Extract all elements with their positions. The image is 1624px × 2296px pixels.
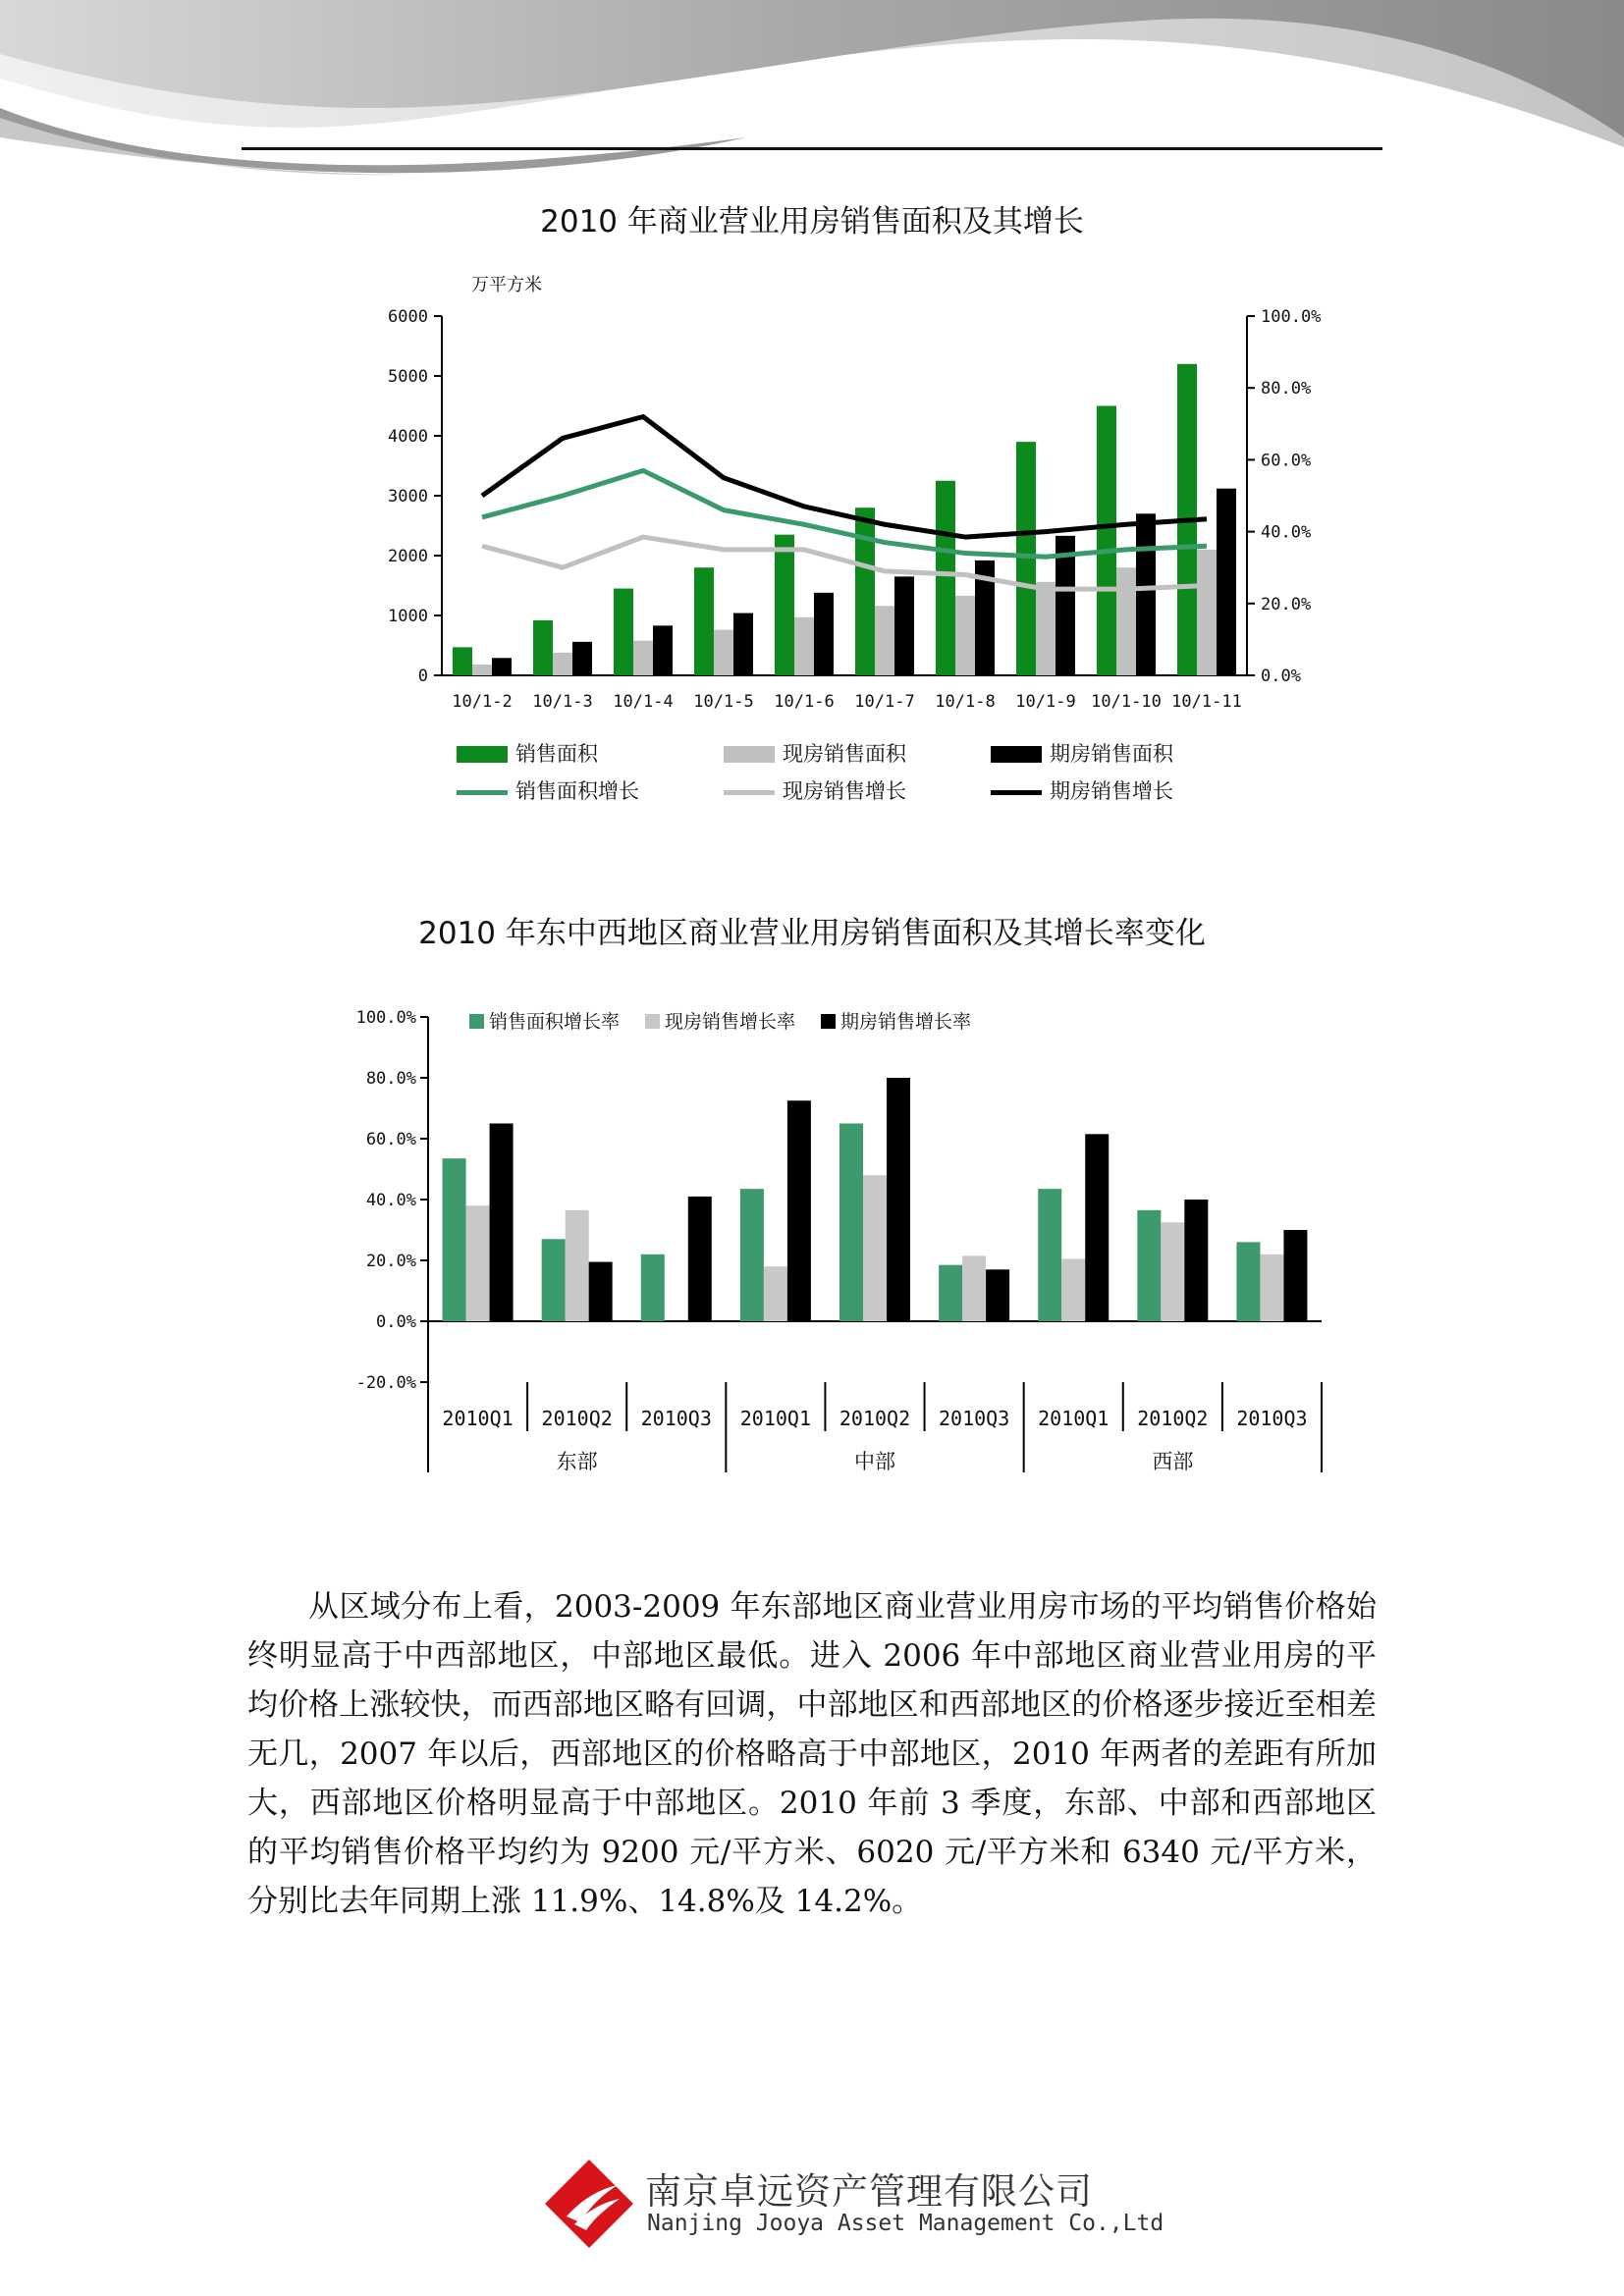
footer-brand [545, 2160, 1164, 2248]
chart1-legend-label: 现房销售增长 [783, 779, 906, 803]
chart1-bar-1 [453, 647, 472, 675]
chart1-bar-2 [1197, 550, 1217, 675]
chart1-bar-1 [855, 507, 875, 675]
chart2-regional-growth [324, 991, 1345, 1492]
chart2-group-label: 中部 [854, 1450, 895, 1473]
chart1-bar-3 [1136, 513, 1156, 675]
chart2-bar-1 [542, 1239, 566, 1321]
chart1-x-tick-label: 10/1-7 [854, 692, 915, 712]
chart2-bar-2 [566, 1210, 589, 1321]
chart1-x-tick-label: 10/1-4 [613, 692, 674, 712]
chart2-legend-swatch [821, 1014, 836, 1029]
chart1-y2-tick-label: 60.0% [1261, 451, 1312, 471]
chart1-x-tick-label: 10/1-10 [1091, 692, 1162, 712]
chart1-bar-3 [814, 593, 834, 675]
chart2-y-tick-label: 20.0% [365, 1252, 416, 1271]
chart1-bar-1 [533, 620, 553, 675]
chart1-bar-1 [694, 567, 714, 675]
chart1-x-tick-label: 10/1-3 [532, 692, 593, 712]
chart1-bar-2 [794, 617, 814, 675]
chart2-bar-3 [688, 1197, 712, 1321]
chart1-bar-3 [1217, 489, 1236, 675]
chart1-bar-2 [955, 596, 975, 675]
chart2-x-tick-label: 2010Q2 [541, 1407, 613, 1430]
chart1-y-tick-label: 3000 [388, 487, 428, 507]
chart1-legend-swatch [991, 790, 1042, 795]
chart2-bar-2 [1260, 1255, 1283, 1321]
chart2-bar-1 [1236, 1242, 1260, 1321]
chart2-bar-1 [1038, 1189, 1061, 1321]
chart2-bar-1 [839, 1124, 863, 1322]
chart1-legend-swatch [457, 790, 508, 795]
chart1-bar-2 [1036, 582, 1056, 675]
chart1-legend-label: 销售面积增长 [515, 779, 639, 803]
chart2-legend-swatch [645, 1014, 660, 1029]
chart1-sales-area [363, 265, 1326, 815]
chart2-y-tick-label: 80.0% [365, 1069, 416, 1089]
company-name-en: Nanjing Jooya Asset Management Co.,Ltd [647, 2211, 1164, 2236]
body-paragraph [247, 1582, 1377, 1926]
chart2-bar-1 [1137, 1210, 1161, 1321]
chart2-y-tick-label: 100.0% [355, 1008, 416, 1028]
chart1-legend-swatch [724, 790, 775, 795]
chart2-legend-label: 销售面积增长率 [489, 1011, 621, 1033]
chart2-legend-swatch [469, 1014, 484, 1029]
chart2-legend-label: 现房销售增长率 [665, 1011, 796, 1033]
chart2-x-tick-label: 2010Q3 [640, 1407, 712, 1430]
chart1-bar-3 [492, 658, 512, 675]
header-wave-banner [0, 0, 1624, 216]
chart1-x-tick-label: 10/1-2 [452, 692, 513, 712]
chart2-bar-3 [986, 1269, 1009, 1321]
chart1-bar-2 [1116, 567, 1136, 675]
chart1-x-tick-label: 10/1-5 [693, 692, 754, 712]
chart1-x-tick-label: 10/1-9 [1015, 692, 1076, 712]
chart2-bar-2 [1061, 1258, 1085, 1321]
chart1-legend-label: 现房销售面积 [783, 742, 906, 766]
chart1-bar-1 [936, 481, 955, 675]
chart1-y-label: 万平方米 [471, 275, 542, 295]
chart2-y-tick-label: -20.0% [355, 1373, 416, 1393]
chart1-x-tick-label: 10/1-11 [1171, 692, 1242, 712]
chart2-x-tick-label: 2010Q3 [938, 1407, 1010, 1430]
chart2-x-tick-label: 2010Q3 [1236, 1407, 1308, 1430]
chart1-x-tick-label: 10/1-6 [774, 692, 835, 712]
chart1-y-tick-label: 6000 [388, 307, 428, 327]
chart1-bar-1 [614, 589, 633, 675]
chart1-y-tick-label: 4000 [388, 427, 428, 447]
chart1-y2-tick-label: 20.0% [1261, 594, 1312, 614]
chart2-bar-2 [962, 1255, 986, 1321]
chart1-bar-2 [714, 630, 733, 675]
chart1-legend-swatch [457, 746, 508, 763]
chart1-y2-tick-label: 40.0% [1261, 522, 1312, 543]
company-name-cn: 南京卓远资产管理有限公司 [645, 2170, 1093, 2213]
chart1-legend-swatch [991, 746, 1042, 763]
chart2-x-tick-label: 2010Q2 [1137, 1407, 1209, 1430]
chart1-bar-3 [572, 642, 592, 675]
chart2-y-tick-label: 40.0% [365, 1191, 416, 1210]
chart2-bar-3 [589, 1262, 613, 1321]
chart1-y2-tick-label: 0.0% [1261, 667, 1301, 686]
chart2-group-label: 东部 [556, 1450, 598, 1473]
chart1-bar-3 [653, 625, 673, 675]
chart2-bar-3 [1283, 1230, 1307, 1321]
chart2-x-tick-label: 2010Q1 [739, 1407, 812, 1430]
chart2-bar-1 [443, 1158, 466, 1321]
chart2-bar-2 [863, 1175, 887, 1321]
chart1-bar-3 [733, 614, 753, 675]
chart1-y2-tick-label: 100.0% [1261, 307, 1322, 327]
chart2-title: 2010 年东中西地区商业营业用房销售面积及其增长率变化 [418, 916, 1206, 951]
chart2-bar-1 [939, 1265, 962, 1321]
chart2-bar-3 [1085, 1134, 1109, 1321]
chart1-legend-swatch [724, 746, 775, 763]
chart1-bar-2 [875, 606, 894, 675]
chart1-bar-2 [553, 653, 572, 675]
chart1-bar-2 [633, 641, 653, 675]
chart1-title: 2010 年商业营业用房销售面积及其增长 [540, 204, 1084, 240]
chart1-y-tick-label: 0 [417, 667, 428, 686]
chart2-bar-2 [466, 1205, 490, 1321]
chart2-x-tick-label: 2010Q2 [839, 1407, 911, 1430]
header-rule [242, 147, 1382, 150]
chart2-bar-3 [787, 1100, 811, 1321]
chart2-y-tick-label: 60.0% [365, 1130, 416, 1149]
chart2-bar-2 [1161, 1222, 1184, 1321]
chart1-legend-label: 销售面积 [515, 742, 598, 766]
chart1-bar-1 [775, 535, 794, 675]
chart2-group-label: 西部 [1152, 1450, 1194, 1473]
chart2-bar-1 [740, 1189, 764, 1321]
chart2-bar-1 [641, 1255, 665, 1321]
chart2-legend-label: 期房销售增长率 [840, 1011, 972, 1033]
chart2-x-tick-label: 2010Q1 [1038, 1407, 1110, 1430]
chart1-legend-label: 期房销售面积 [1050, 742, 1173, 766]
chart2-x-tick-label: 2010Q1 [442, 1407, 514, 1430]
chart2-y-tick-label: 0.0% [376, 1312, 416, 1332]
chart2-bar-2 [764, 1266, 787, 1321]
chart1-bar-3 [894, 576, 914, 675]
chart1-y-tick-label: 5000 [388, 367, 428, 387]
company-logo-icon [545, 2160, 633, 2248]
paragraph-text: 从区域分布上看，2003-2009 年东部地区商业营业用房市场的平均销售价格始终明显高于中西部地区，中部地区最低。进入 2006 年中部地区商业营业用房的平均价格上涨较快，而西部地区略有回调，中部地区和西部地区的价格逐步接近至相差无几，2007 年以后，西部地区的价格略高于中部地区，2010 年两者的差距有所加大，西部地区价格明显高于中部地区。2010 年前 3 季度，东部、中部和西部地区的平均销售价格平均约为 9200 元/平方米、6020 元/平方米和 6340 元/平方米，分别比去年同期上涨 11.9%、14.8%及 14.2%。 [247, 1589, 1377, 1919]
chart1-legend-label: 期房销售增长 [1050, 779, 1173, 803]
chart1-x-tick-label: 10/1-8 [935, 692, 996, 712]
chart1-bar-2 [472, 665, 492, 675]
chart1-bar-1 [1097, 406, 1116, 676]
chart1-y-tick-label: 1000 [388, 607, 428, 626]
chart1-y2-tick-label: 80.0% [1261, 379, 1312, 400]
chart1-y-tick-label: 2000 [388, 547, 428, 566]
chart2-bar-3 [490, 1124, 514, 1322]
chart2-bar-3 [887, 1078, 910, 1321]
chart2-bar-3 [1184, 1200, 1208, 1321]
